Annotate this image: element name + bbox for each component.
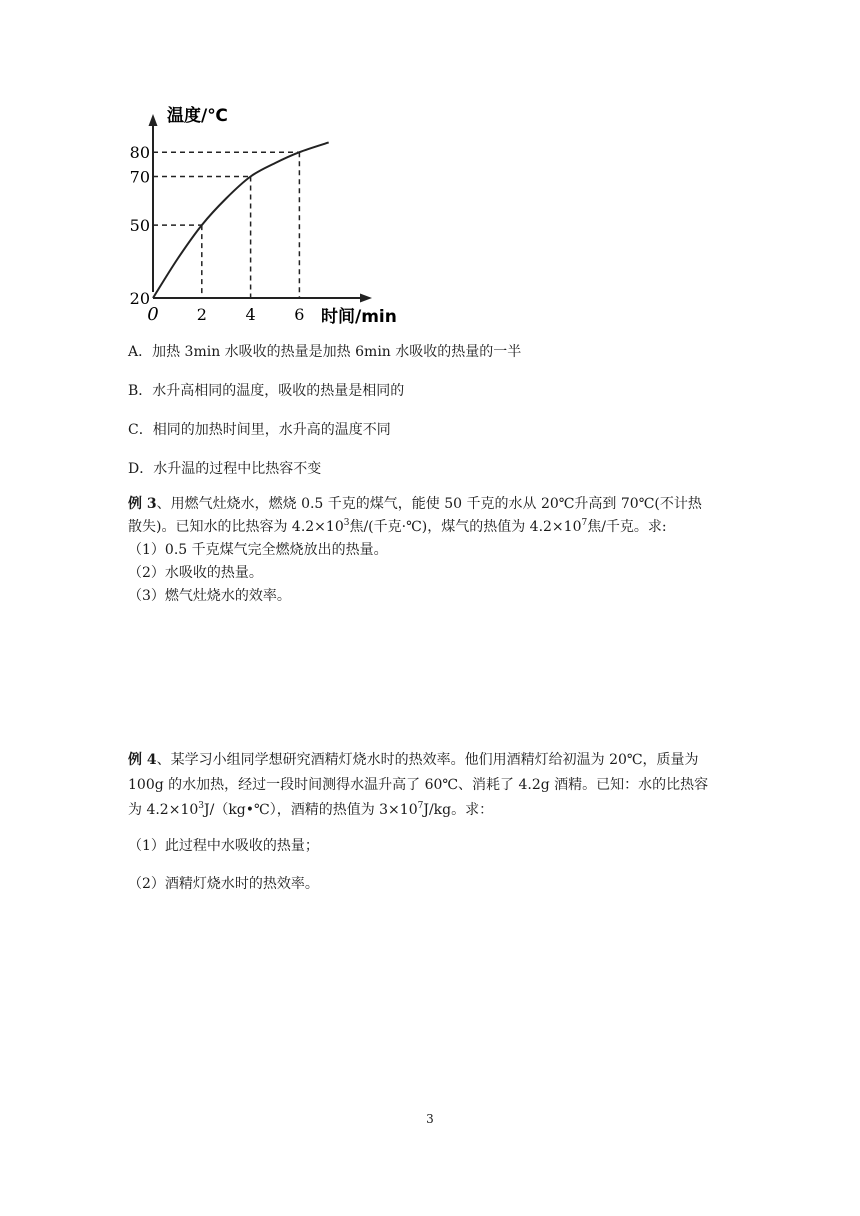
example4-label: 例 4 [128, 752, 157, 768]
example3-q1: （1）0.5 千克煤气完全燃烧放出的热量。 [128, 542, 388, 558]
example3-q3: （3）燃气灶烧水的效率。 [128, 588, 291, 604]
y-axis-title: 温度/℃ [167, 106, 228, 126]
example3-text1: 、用燃气灶烧水，燃烧 0.5 千克的煤气，能使 50 千克的水从 20℃升高到 70℃(不计热 [156, 496, 702, 512]
chart-svg [120, 100, 420, 335]
example3-text2c: 焦/千克。求: [587, 519, 667, 535]
example4-q2: （2）酒精灯烧水时的热效率。 [128, 876, 319, 892]
example4-text3b: J/（kg•℃），酒精的热值为 3×10 [204, 802, 418, 818]
example4-text1: 、某学习小组同学想研究酒精灯烧水时的热效率。他们用酒精灯给初温为 20℃，质量为 [156, 752, 699, 768]
example4-line2: 100g 的水加热，经过一段时间测得水温升高了 60℃、消耗了 4.2g 酒精。已知：水的比热容 [128, 777, 709, 793]
x-tick-label: 2 [196, 305, 207, 324]
y-tick-label: 50 [129, 216, 150, 236]
page-number: 3 [426, 1112, 434, 1126]
example3-line1 [128, 493, 702, 515]
option-c: C．相同的加热时间里，水升高的温度不同 [128, 422, 391, 438]
origin-label: 0 [147, 304, 159, 325]
temperature-curve [153, 142, 329, 298]
example3-exp2: 7 [581, 518, 588, 528]
example4-text3c: J/kg。求： [423, 802, 494, 818]
y-tick-label: 70 [129, 167, 150, 187]
example3-text2b: 焦/(千克·℃)，煤气的热值为 4.2×10 [349, 519, 582, 535]
example4-line3 [128, 799, 493, 823]
example3-text2a: 散失)。已知水的比热容为 4.2×10 [128, 519, 344, 535]
example4-q1: （1）此过程中水吸收的热量； [128, 838, 319, 854]
option-b: B．水升高相同的温度，吸收的热量是相同的 [128, 383, 405, 399]
option-d: D．水升温的过程中比热容不变 [128, 461, 322, 477]
example3-exp1: 3 [343, 518, 350, 528]
x-tick-label: 6 [294, 305, 305, 324]
y-axis-arrow [149, 114, 158, 126]
example4-exp2: 7 [417, 801, 424, 811]
x-axis-title: 时间/min [321, 307, 397, 327]
example3-line2 [128, 516, 667, 540]
example3-q2: （2）水吸收的热量。 [128, 565, 263, 581]
y-tick-label: 80 [129, 143, 150, 163]
example3-label: 例 3 [128, 496, 157, 512]
temperature-time-graph [120, 100, 420, 335]
y-tick-label: 20 [129, 289, 150, 308]
option-a: A．加热 3min 水吸收的热量是加热 6min 水吸收的热量的一半 [128, 344, 522, 360]
example4-text3a: 为 4.2×10 [128, 802, 199, 818]
x-axis-arrow [360, 294, 372, 303]
example4-exp1: 3 [198, 801, 204, 811]
example4-line1 [128, 749, 699, 771]
x-tick-label: 4 [245, 305, 256, 324]
